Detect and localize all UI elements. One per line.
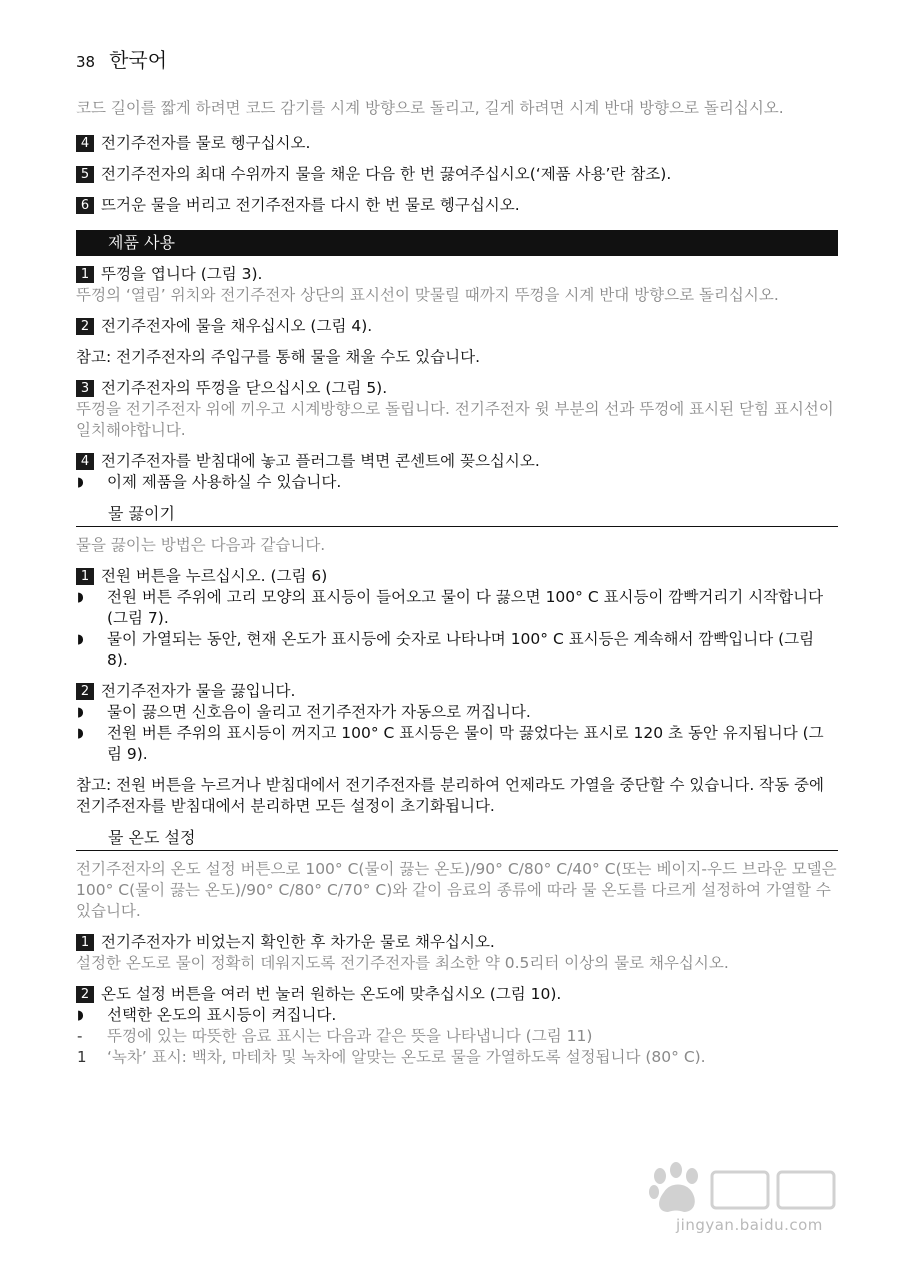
number-marker: 1: [77, 1048, 87, 1066]
page-number: 38: [76, 53, 96, 71]
section-heading-use: 제품 사용: [76, 230, 838, 256]
bullet-marker-icon: ◗: [77, 705, 84, 720]
bullet-marker-icon: ◗: [77, 475, 84, 490]
bullet-text: 물이 가열되는 동안, 현재 온도가 표시등에 숫자로 나타나며 100° C 표시등은 계속해서 깜빡입니다 (그림 8).: [107, 630, 815, 669]
step-text: 전기주전자가 물을 끓입니다.: [101, 682, 296, 700]
step-number-badge: 1: [76, 934, 94, 951]
temp-step-2: [76, 984, 838, 1005]
cord-instruction: 코드 길이를 짧게 하려면 코드 감기를 시계 방향으로 돌리고, 길게 하려면 시계 반대 방향으로 돌리십시오.: [76, 99, 784, 117]
page-content: [76, 98, 838, 1068]
bullet-text: 선택한 온도의 표시등이 켜집니다.: [107, 1006, 337, 1024]
bullet-text: 전원 버튼 주위의 표시등이 꺼지고 100° C 표시등은 물이 막 끓었다는 표시로 120 초 동안 유지됩니다 (그림 9).: [107, 724, 824, 763]
boil-note: 참고: 전원 버튼을 누르거나 받침대에서 전기주전자를 분리하여 언제라도 가열을 중단할 수 있습니다. 작동 중에 전기주전자를 받침대에서 분리하면 모든 설정이 초기화됩니다.: [76, 776, 824, 815]
page-language: 한국어: [109, 48, 168, 72]
step-text: 전기주전자를 받침대에 놓고 플러그를 벽면 콘센트에 꽂으십시오.: [101, 452, 540, 470]
step-text: 전기주전자가 비었는지 확인한 후 차가운 물로 채우십시오.: [101, 933, 495, 951]
temp-step-2-dash-item: [76, 1026, 838, 1047]
step-number-badge: 1: [76, 568, 94, 585]
step-text: 전기주전자를 물로 헹구십시오.: [101, 134, 311, 152]
intro-step-5: [76, 164, 838, 185]
step-number-badge: 3: [76, 380, 94, 397]
watermark: [640, 1158, 850, 1244]
step-text: 전기주전자에 물을 채우십시오 (그림 4).: [101, 317, 373, 335]
section-heading-temp: 물 온도 설정: [76, 827, 838, 851]
bullet-marker-icon: ◗: [77, 590, 84, 605]
boil-step-2-bullet: [76, 702, 838, 723]
temp-step-2-numbered-item: [76, 1047, 838, 1068]
intro-step-4: [76, 133, 838, 154]
temp-step-1: [76, 932, 838, 953]
step-number-badge: 4: [76, 453, 94, 470]
temp-intro: 전기주전자의 온도 설정 버튼으로 100° C(물이 끓는 온도)/90° C/80° C/40° C(또는 베이지-우드 브라운 모델은 100° C(물이 끓는 온도)/90° C/80° C/70° C)와 같이 음료의 종류에 따라 물 온도를 다르게 설정하여 가열할 수 있습니다.: [76, 860, 837, 920]
intro-step-6: [76, 195, 838, 216]
step-text: 전원 버튼을 누르십시오. (그림 6): [101, 567, 328, 585]
bullet-text: 전원 버튼 주위에 고리 모양의 표시등이 들어오고 물이 다 끓으면 100° C 표시등이 깜빡거리기 시작합니다 (그림 7).: [107, 588, 824, 627]
step-number-badge: 1: [76, 266, 94, 283]
temp-step-2-bullet: [76, 1005, 838, 1026]
dash-item-text: 뚜껑에 있는 따뜻한 음료 표시는 다음과 같은 뜻을 나타냅니다 (그림 11): [107, 1027, 593, 1045]
step-number-badge: 4: [76, 135, 94, 152]
step-text: 전기주전자의 뚜껑을 닫으십시오 (그림 5).: [101, 379, 388, 397]
page-header: [76, 44, 167, 73]
watermark-text: jingyan.baidu.com: [676, 1216, 823, 1234]
section-heading-boil: 물 끓이기: [76, 503, 838, 527]
numbered-item-text: ‘녹차’ 표시: 백차, 마테차 및 녹차에 알맞는 온도로 물을 가열하도록 설정됩니다 (80° C).: [107, 1048, 706, 1066]
step-text: 전기주전자의 최대 수위까지 물을 채운 다음 한 번 끓여주십시오(‘제품 사용’란 참조).: [101, 165, 672, 183]
boil-step-2-bullet: [76, 723, 838, 765]
boil-step-1-bullet: [76, 629, 838, 671]
baidu-logo-icon: [640, 1158, 850, 1218]
use-step-1: [76, 264, 838, 285]
temp-step-1-note: 설정한 온도로 물이 정확히 데워지도록 전기주전자를 최소한 약 0.5리터 이상의 물로 채우십시오.: [76, 954, 729, 972]
bullet-marker-icon: ◗: [77, 1008, 84, 1023]
step-number-badge: 6: [76, 197, 94, 214]
use-step-1-note: 뚜껑의 ‘열림’ 위치와 전기주전자 상단의 표시선이 맞물릴 때까지 뚜껑을 시계 반대 방향으로 돌리십시오.: [76, 286, 779, 304]
use-step-4: [76, 451, 838, 472]
use-step-4-bullet: [76, 472, 838, 493]
step-text: 뜨거운 물을 버리고 전기주전자를 다시 한 번 물로 헹구십시오.: [101, 196, 520, 214]
boil-intro: 물을 끓이는 방법은 다음과 같습니다.: [76, 536, 326, 554]
boil-step-1: [76, 566, 838, 587]
step-text: 온도 설정 버튼을 여러 번 눌러 원하는 온도에 맞추십시오 (그림 10).: [101, 985, 562, 1003]
fill-note: 참고: 전기주전자의 주입구를 통해 물을 채울 수도 있습니다.: [76, 348, 480, 366]
step-number-badge: 5: [76, 166, 94, 183]
bullet-text: 물이 끓으면 신호음이 울리고 전기주전자가 자동으로 꺼집니다.: [107, 703, 531, 721]
use-step-3: [76, 378, 838, 399]
step-text: 뚜껑을 엽니다 (그림 3).: [101, 265, 263, 283]
use-step-2: [76, 316, 838, 337]
dash-marker: -: [77, 1027, 83, 1045]
boil-step-1-bullet: [76, 587, 838, 629]
step-number-badge: 2: [76, 683, 94, 700]
bullet-marker-icon: ◗: [77, 726, 84, 741]
bullet-marker-icon: ◗: [77, 632, 84, 647]
use-step-3-note: 뚜껑을 전기주전자 위에 끼우고 시계방향으로 돌립니다. 전기주전자 윗 부분의 선과 뚜껑에 표시된 닫힘 표시선이 일치해야합니다.: [76, 400, 834, 439]
boil-step-2: [76, 681, 838, 702]
bullet-text: 이제 제품을 사용하실 수 있습니다.: [107, 473, 342, 491]
step-number-badge: 2: [76, 986, 94, 1003]
step-number-badge: 2: [76, 318, 94, 335]
